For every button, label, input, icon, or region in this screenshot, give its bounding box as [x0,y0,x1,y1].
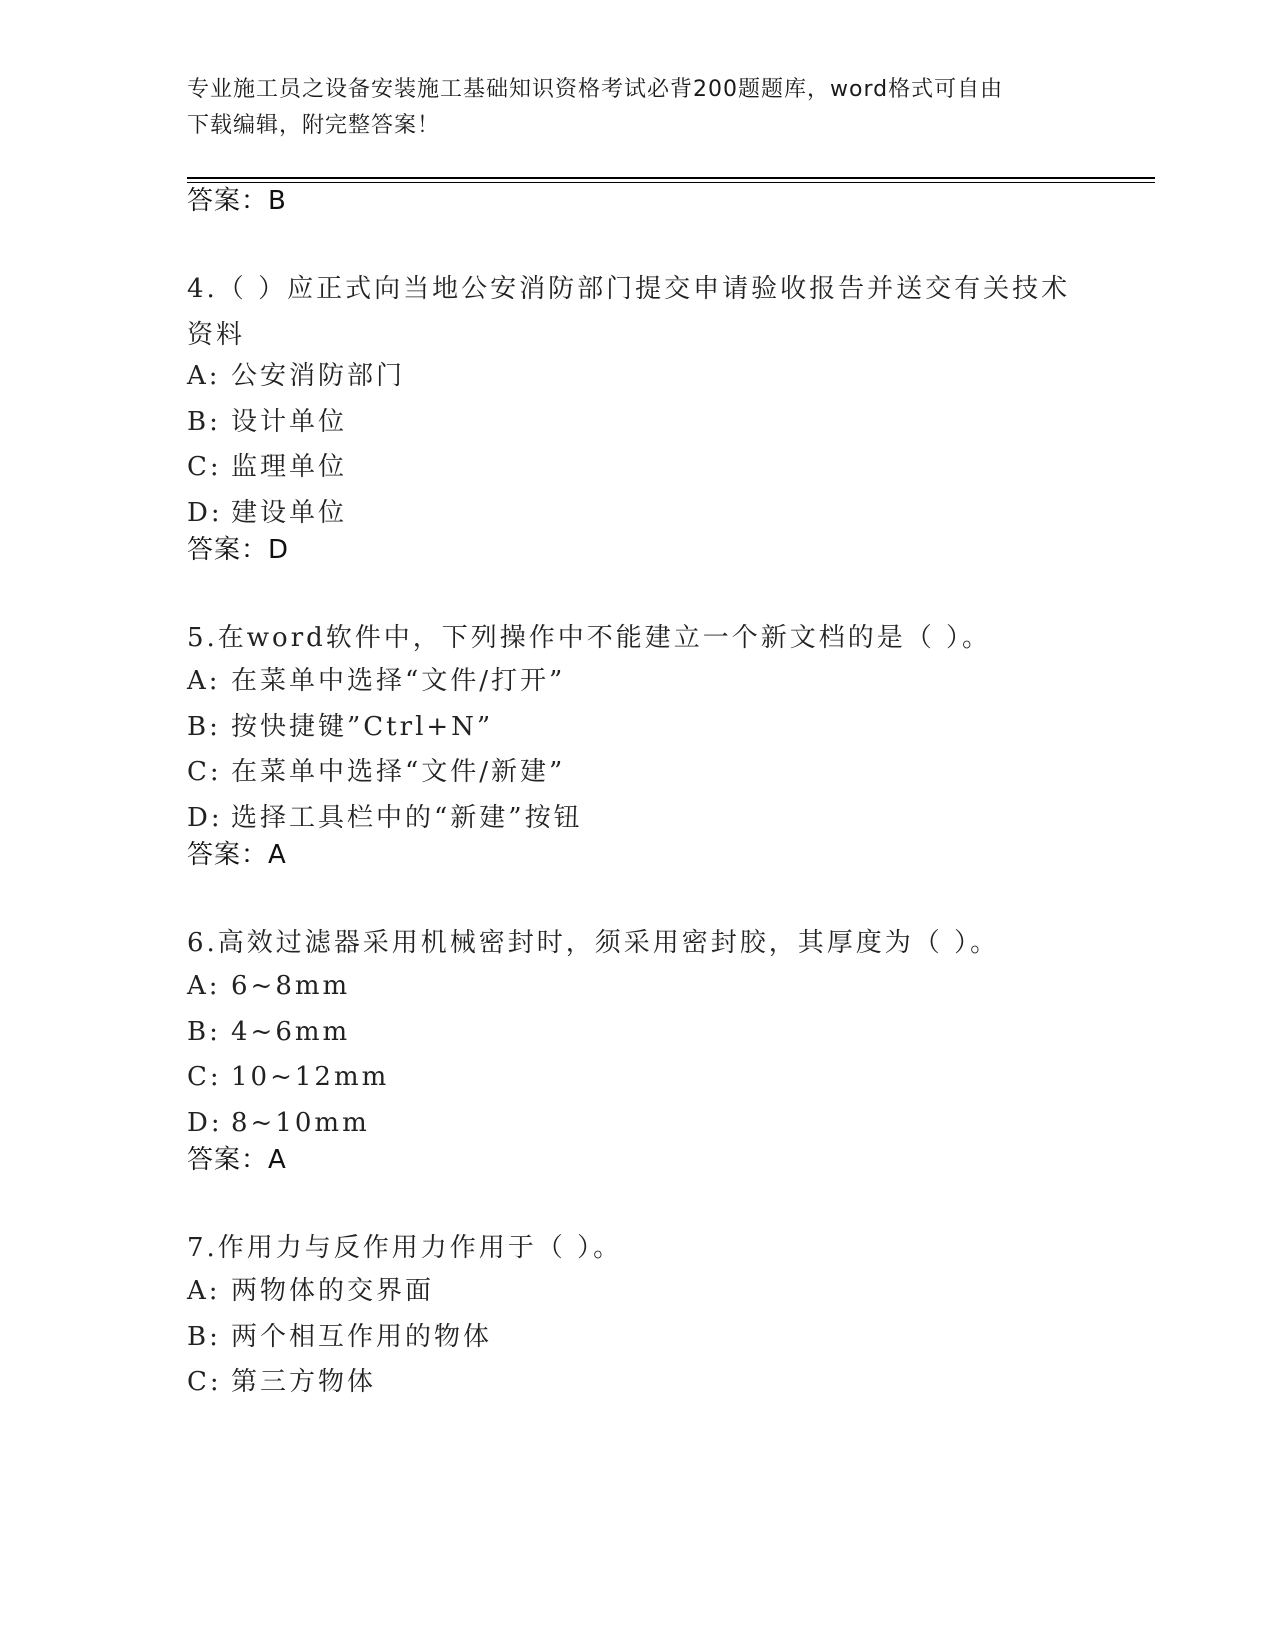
question-text: 6.高效过滤器采用机械密封时，须采用密封胶，其厚度为（ ）。 [187,928,1000,958]
option-text: 设计单位 [231,406,348,437]
option-letter: C: [187,1062,222,1092]
options-list [187,659,1087,841]
option-letter: D: [187,1107,223,1138]
option-letter: B: [187,711,221,742]
option-text: 选择工具栏中的“新建”按钮 [231,802,583,833]
option-letter: C: [187,1367,222,1397]
answer-line: 答案：A [187,840,287,870]
question-4 [187,266,1087,358]
option-c [187,750,1087,796]
header-line-1: 专业施工员之设备安装施工基础知识资格考试必背200题题库，word格式可自由 [187,77,1004,102]
option-text: 公安消防部门 [231,361,406,391]
option-letter: B: [187,406,221,437]
option-b [187,705,1087,751]
option-b [187,400,1087,446]
question-text-continued: 资料 [187,320,246,350]
option-b [187,1010,1087,1056]
options-list [187,964,1087,1146]
option-b [187,1315,1087,1361]
option-text: 两物体的交界面 [231,1276,435,1306]
document-header [187,72,1087,144]
option-text: 两个相互作用的物体 [231,1321,493,1352]
option-letter: D: [187,497,223,528]
option-a [187,964,1087,1010]
option-letter: A: [187,361,221,391]
option-text: 4~6mm [231,1016,351,1047]
options-list [187,1269,1087,1406]
option-text: 在菜单中选择“文件/打开” [231,666,566,696]
question-text: 7.作用力与反作用力作用于（ ）。 [187,1233,623,1263]
answer-line: 答案：D [187,535,290,565]
option-text: 监理单位 [231,452,348,482]
question-7 [187,1225,1087,1271]
option-c [187,1055,1087,1101]
option-text: 建设单位 [231,497,348,528]
option-c [187,1360,1087,1406]
option-text: 在菜单中选择“文件/新建” [231,757,566,787]
answer-line: 答案：B [187,186,287,216]
option-text: 按快捷键”Ctrl+N” [231,711,494,742]
option-letter: C: [187,452,222,482]
option-letter: A: [187,971,221,1001]
option-text: 8~10mm [231,1107,370,1138]
option-letter: A: [187,1276,221,1306]
question-text: 5.在word软件中，下列操作中不能建立一个新文档的是（ ）。 [187,623,992,653]
option-a [187,354,1087,400]
question-6 [187,920,1087,966]
option-letter: B: [187,1016,221,1047]
option-letter: B: [187,1321,221,1352]
option-text: 第三方物体 [231,1367,377,1397]
header-line-2: 下载编辑，附完整答案！ [187,113,441,138]
option-c [187,445,1087,491]
option-text: 10~12mm [231,1062,390,1092]
option-a [187,659,1087,705]
option-a [187,1269,1087,1315]
option-text: 6~8mm [231,971,351,1001]
option-letter: A: [187,666,221,696]
answer-line: 答案：A [187,1145,287,1175]
question-5 [187,615,1087,661]
options-list [187,354,1087,536]
question-text: 4.（ ）应正式向当地公安消防部门提交申请验收报告并送交有关技术 [187,274,1071,304]
option-letter: D: [187,802,223,833]
option-letter: C: [187,757,222,787]
